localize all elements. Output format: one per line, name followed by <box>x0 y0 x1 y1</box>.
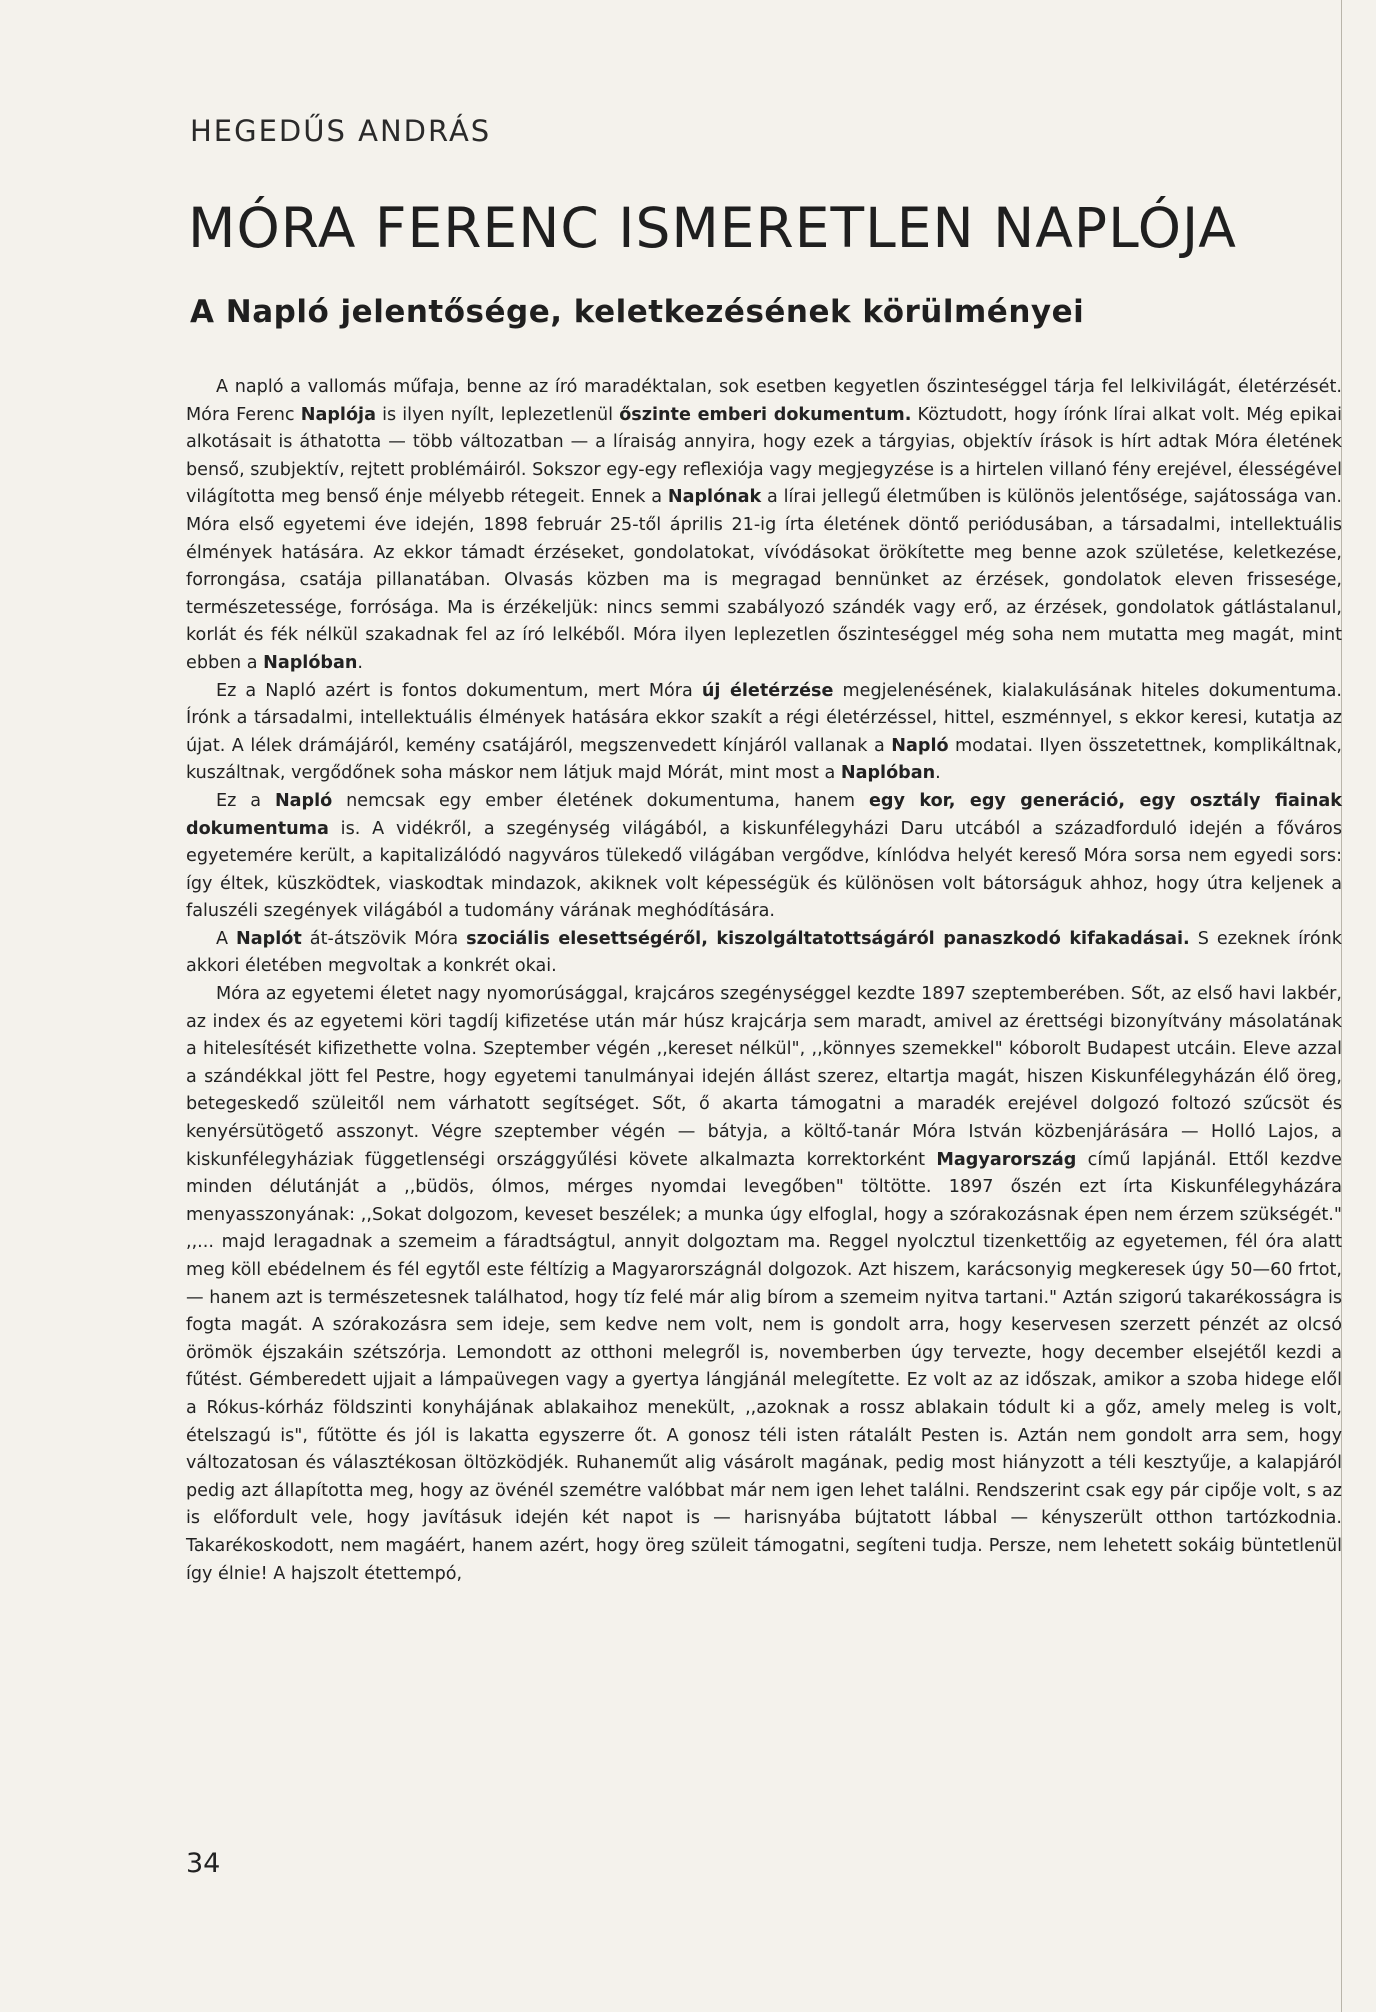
text-run: S ezeknek írónk akkori életében megvoltak a konkrét okai. <box>186 928 1342 977</box>
bold-run: Naplója <box>300 404 376 425</box>
text-run: modatai. Ilyen összetettnek, komplikáltnak, kuszáltnak, vergődőnek soha máskor nem látjuk majd Mórát, mint most a <box>186 735 1342 784</box>
text-run: Ez a Napló azért is fontos dokumentum, mert Móra <box>216 680 702 701</box>
text-run: Ez a <box>216 790 275 811</box>
text-run: A napló a vallomás műfaja, benne az író maradéktalan, sok esetben kegyetlen őszinteséggel tárja fel lelkivilágát, életérzését. Móra Ferenc <box>186 377 1342 425</box>
paragraph-1 <box>186 374 1342 678</box>
paragraph-3 <box>186 788 1342 926</box>
bold-run: Naplóban <box>263 652 358 673</box>
text-run: megjelenésének, kialakulásának hiteles dokumentuma. Írónk a társadalmi, intellektuális élmények hatására ekkor szakít a régi életérzéssel, hittel, eszménnyel, s ekkor keresi, kutatja az újat. A lélek drámájáról, kemény csatájáról, megszenvedett kínjáról vallanak a <box>186 680 1342 756</box>
article-subtitle: A Napló jelentősége, keletkezésének körülményei <box>190 294 1085 330</box>
bold-run: Naplót <box>236 928 302 949</box>
bold-run: egy kor, egy generáció, egy osztály fiainak dokumentuma <box>186 790 1342 839</box>
bold-run: szociális elesettségéről, kiszolgáltatottságáról panaszkodó kifakadásai. <box>466 928 1190 949</box>
author-name: HEGEDŰS ANDRÁS <box>190 114 492 148</box>
bold-run: Magyarország <box>936 1149 1077 1170</box>
paragraph-2 <box>186 678 1342 788</box>
article-title: MÓRA FERENC ISMERETLEN NAPLÓJA <box>188 196 1237 260</box>
text-run: Köztudott, hogy írónk lírai alkat volt. Még epikai alkotásait is áthatotta — több változatban — a líraiság annyira, hogy ezek a tárgyias, objektív írások is hírt adtak Móra életének benső, szubjektív, rejtett problémáiról. Sokszor egy-egy reflexiója vagy megjegyzése is a hirtelen villanó fény erejével, élességével világította meg benső énje mélyebb rétegeit. Ennek a <box>186 404 1342 508</box>
page-number: 34 <box>186 1848 221 1879</box>
bold-run: új életérzése <box>701 680 834 701</box>
bold-run: Napló <box>891 735 949 756</box>
text-run: nemcsak egy ember életének dokumentuma, hanem <box>332 790 869 811</box>
paragraph-4 <box>186 926 1342 981</box>
text-run: . <box>935 763 941 784</box>
text-run: . <box>357 652 364 673</box>
text-run: című lapjánál. Ettől kezdve minden délutánját a ,,büdös, ólmos, mérges nyomdai levegőben" töltötte. 1897 őszén ezt írta Kiskunfélegyházára menyasszonyának: ,,Sokat dolgozom, keveset beszélek; a munka úgy elfoglal, hogy a szórakozásnak épen nem érzem szükségét." ,,... majd leragadnak a szemeim a fáradtságtul, annyit dolgoztam ma. Reggel nyolcztul tizenkettőig az egyetemen, fél óra alatt meg köll ebédelnem és fél egytől este féltízig a Magyarországnál dolgozok. Azt hiszem, karácsonyig megkeresek úgy 50—60 frtot, — hanem azt is természetesnek találhatod, hogy tíz felé már alig bírom a szemeim nyitva tartani." Aztán szigorú takarékosságra is fogta magát. A szórakozásra sem ideje, sem kedve nem volt, nem is gondolt arra, hogy keservesen szerzett pénzét az olcsó örömök éjszakáin szétszórja. Lemondott az otthoni melegről is, novemberben úgy tervezte, hogy december elsejétől kezdi a fűtést. Gémberedett ujjait a lámpaüvegen vagy a gyertya lángjánál melegítette. Ez volt az az időszak, amikor a szoba hidege elől a Rókus-kórház földszinti konyhájának ablakaihoz menekült, ,,azoknak a rossz ablakain tódult ki a gőz, amely meleg is volt, ételszagú is", fűtötte és jól is lakatta egyszerre őt. A gonosz téli isten rátalált Pesten is. Aztán nem gondolt arra sem, hogy változatosan és választékosan öltözködjék. Ruhaneműt alig vásárolt magának, pedig most hiányzott a téli kesztyűje, a kalapjáról pedig azt állapította meg, hogy az övénél szemétre valóbbat már nem igen lehet találni. Rendszerint csak egy pár cipője volt, s az is előfordult vele, hogy javításuk idején két napot is — harisnyába bújtatott lábbal — kényszerült otthon tartózkodnia. Takarékoskodott, nem magáért, hanem azért, hogy öreg szüleit támogatni, segíteni tudja. Persze, nem lehetett sokáig büntetlenül így élnie! A hajszolt étettempó, <box>186 1149 1342 1584</box>
text-run: a lírai jellegű életműben is különös jelentősége, sajátossága van. Móra első egyetemi éve idején, 1898 február 25-től április 21-ig írta életének döntő periódusában, a társadalmi, intellektuális élmények hatására. Az ekkor támadt érzéseket, gondolatokat, vívódásokat örökítette meg benne azok születése, keletkezése, forrongása, csatája pillanatában. Olvasás közben ma is megragad bennünket az érzések, gondolatok eleven frissesége, természetessége, forrósága. Ma is érzékeljük: nincs semmi szabályozó szándék vagy erő, az érzések, gondolatok gátlástalanul, korlát és fék nélkül szakadnak fel az író lelkéből. Móra ilyen leplezetlen őszinteséggel még soha nem mutatta meg magát, mint ebben a <box>186 487 1342 673</box>
text-run: át-átszövik Móra <box>301 928 467 949</box>
text-run: Móra az egyetemi életet nagy nyomorúsággal, krajcáros szegénységgel kezdte 1897 szeptemberében. Sőt, az első havi lakbér, az index és az egyetemi köri tagdíj kifizetése után már húsz krajcárja sem maradt, amivel az érettségi bizonyítvány másolatának a hitelesítését kifizethette volna. Szeptember végén ,,kereset nélkül", ,,könnyes szemekkel" kóborolt Budapest utcáin. Eleve azzal a szándékkal jött fel Pestre, hogy egyetemi tanulmányai idején állást szerez, eltartja magát, hiszen Kiskunfélegyházán élő öreg, betegeskedő szüleitől nem várhatott segítséget. Sőt, ő akarta támogatni a maradék erejével dolgozó foltozó szűcsöt és kenyérsütögető asszonyt. Végre szeptember végén — bátyja, a költő-tanár Móra István közbenjárására — Holló Lajos, a kiskunfélegyháziak függetlenségi országgyűlési követe alkalmazta korrektorként <box>186 984 1342 1170</box>
text-run: is ilyen nyílt, leplezetlenül <box>375 404 620 425</box>
bold-run: Napló <box>274 790 333 811</box>
article-body <box>186 374 1342 1588</box>
paragraph-5 <box>186 981 1342 1588</box>
bold-run: Naplóban <box>840 763 936 784</box>
bold-run: Naplónak <box>667 487 762 508</box>
bold-run: őszinte emberi dokumentum. <box>619 404 912 425</box>
text-run: is. A vidékről, a szegénység világából, a kiskunfélegyházi Daru utcából a századforduló idején a főváros egyetemére került, a kapitalizálódó nagyváros tülekedő világában vergődve, kínlódva helyét kereső Móra sorsa nem egyedi sors: így éltek, küszködtek, viaskodtak mindazok, akiknek volt képességük és különösen volt bátorságuk ahhoz, hogy útra keljenek a faluszéli szegények világából a tudomány várának meghódítására. <box>186 818 1342 922</box>
text-run: A <box>216 928 237 949</box>
